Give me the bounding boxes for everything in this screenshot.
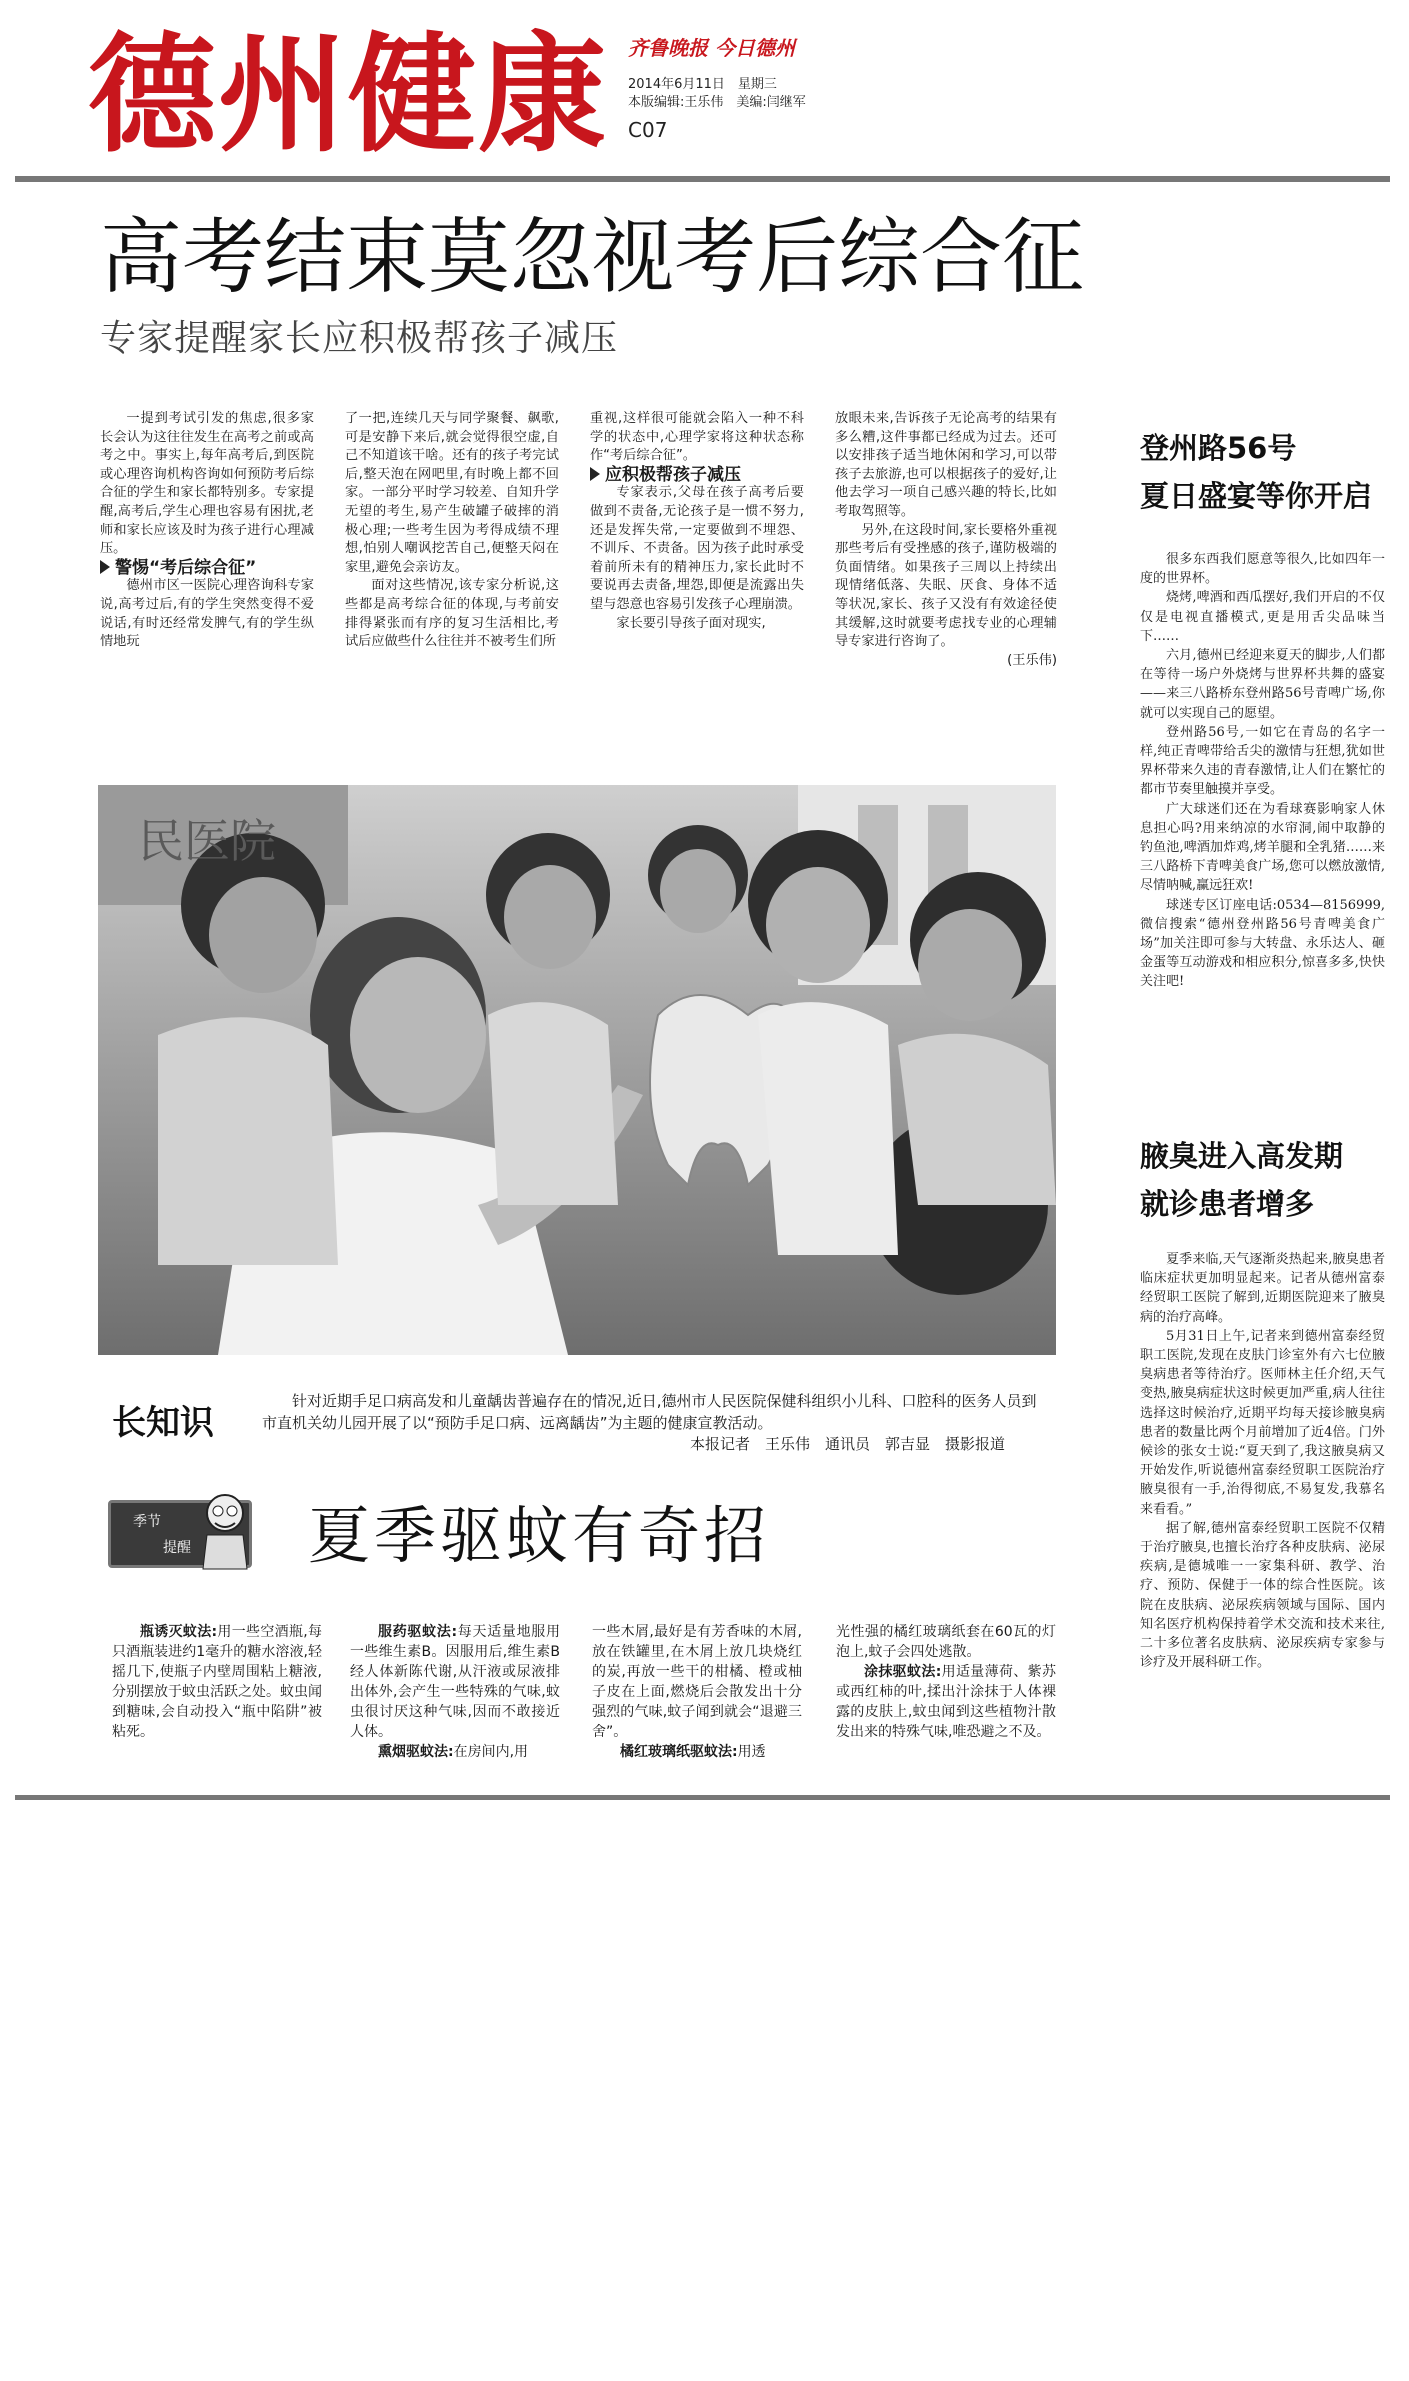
tip-label: 橘红玻璃纸驱蚊法:: [620, 1744, 738, 1760]
page-headline: 高考结束莫忽视考后综合征: [100, 210, 1085, 305]
story-title-line: 腋臭进入高发期: [1140, 1139, 1344, 1173]
sidebar-paragraph: 球迷专区订座电话:0534—8156999,微信搜索“德州登州路56号青啤美食广场”加关注即可参与大转盘、永乐达人、砸金蛋等互动游戏和相应积分,惊喜多多,快快关注吧!: [1140, 897, 1385, 990]
sidebar-story1-body: [1140, 550, 1385, 992]
tip-text: 在房间内,用: [453, 1744, 529, 1760]
article-paragraph: 了一把,连续几天与同学聚餐、飙歌,可是安静下来后,就会觉得很空虚,自己不知道该干啥。还有的孩子考完试后,整天泡在网吧里,有时晚上都不回家。一部分平时学习较差、自知升学无望的考生,易产生破罐子破摔的消极心理;一些考生因为考得成绩不理想,怕别人嘲讽挖苦自己,便整天闷在家里,避免会亲访友。: [345, 411, 559, 575]
sidebar-paragraph: 很多东西我们愿意等很久,比如四年一度的世界杯。: [1140, 552, 1385, 587]
article-paragraph: 放眼未来,告诉孩子无论高考的结果有多么糟,这件事都已经成为过去。还可以安排孩子适当地休闲和学习,可以带孩子去旅游,也可以根据孩子的爱好,让他去学习一项自己感兴趣的特长,比如考取驾照等。: [835, 411, 1057, 519]
article-column-4: [835, 410, 1057, 670]
sidebar-paragraph: 5月31日上午,记者来到德州富泰经贸职工医院,发现在皮肤门诊室外有六七位腋臭病患者等待治疗。医师林主任介绍,天气变热,腋臭病症状这时候更加严重,病人往往选择这时候治疗,近期平均每天接诊腋臭病患者的数量比两个月前增加了近4倍。门外候诊的张女士说:“夏天到了,我这腋臭病又开始发作,听说德州富泰经贸职工医院治疗腋臭很有一手,治得彻底,不易复发,我慕名来看看。”: [1140, 1328, 1385, 1517]
article-byline: (王乐伟): [1007, 652, 1057, 668]
header-rule: [15, 176, 1390, 182]
newspaper-brand: 齐鲁晚报 今日德州: [628, 36, 795, 60]
tip-text: 一些木屑,最好是有芳香味的木屑,放在铁罐里,在木屑上放几块烧红的炭,再放一些干的柑橘、橙或柚子皮在上面,燃烧后会散发出十分强烈的气味,蚊子闻到就会“退避三舍”。: [592, 1624, 802, 1740]
article-paragraph: 专家表示,父母在孩子高考后要做到不责备,无论孩子是一惯不努力,还是发挥失常,一定要做到不埋怨、不训斥、不责备。因为孩子此时承受着前所未有的精神压力,家长此时不要说再去责备,埋怨,即便是流露出失望与怨意也容易引发孩子心理崩溃。: [590, 485, 804, 612]
sidebar-paragraph: 据了解,德州富泰经贸职工医院不仅精于治疗腋臭,也擅长治疗各种皮肤病、泌尿疾病,是德城唯一一家集科研、教学、治疗、预防、保健于一体的综合性医院。该院在皮肤病、泌尿疾病领域与国际、国内知名医疗机构保持着学术交流和技术来往,二十多位著名皮肤病、泌尿疾病专家参与诊疗及开展科研工作。: [1140, 1520, 1385, 1671]
triangle-marker-icon: [100, 560, 110, 574]
page-subheadline: 专家提醒家长应积极帮孩子减压: [100, 318, 619, 359]
article-column-3: [590, 410, 804, 633]
tips-column-1: [112, 1622, 322, 1742]
photo-sign-text: 民医院: [138, 814, 276, 868]
tip-label: 瓶诱灭蚊法:: [140, 1624, 218, 1640]
tip-label: 服药驱蚊法:: [378, 1624, 458, 1640]
triangle-marker-icon: [590, 467, 600, 481]
tips-column-3: [592, 1622, 802, 1762]
article-paragraph: 德州市区一医院心理咨询科专家说,高考过后,有的学生突然变得不爱说话,有时还经常发脾气,有的学生纵情地玩: [100, 578, 314, 650]
article-paragraph: 重视,这样很可能就会陷入一种不科学的状态中,心理学家将这种状态称作“考后综合征”。: [590, 411, 804, 464]
issue-meta: [628, 76, 806, 112]
subheading-text: 警惕“考后综合征”: [115, 557, 257, 578]
article-column-2: [345, 410, 559, 652]
season-reminder-badge: [108, 1500, 252, 1568]
page-editors: 本版编辑:王乐伟 美编:闫继军: [628, 95, 806, 110]
sidebar-paragraph: 六月,德州已经迎来夏天的脚步,人们都在等待一场户外烧烤与世界杯共舞的盛宴——来三八路桥东登州路56号青啤广场,你就可以实现自己的愿望。: [1140, 648, 1385, 721]
article-subheading: [100, 559, 314, 578]
sidebar-story2-body: [1140, 1250, 1385, 1672]
issue-date: 2014年6月11日 星期三: [628, 77, 777, 92]
section-title: 夏季驱蚊有奇招: [308, 1499, 771, 1572]
cartoon-professor-icon: [195, 1491, 255, 1571]
article-paragraph: 另外,在这段时间,家长要格外重视那些考后有受挫感的孩子,谨防极端的负面情绪。如果孩子三周以上持续出现情绪低落、失眠、厌食、身体不适等状况,家长、孩子又没有有效途径使其缓解,这时就要考虑找专业的心理辅导专家进行咨询了。: [835, 522, 1057, 650]
tip-text: 光性强的橘红玻璃纸套在60瓦的灯泡上,蚊子会四处逃散。: [836, 1624, 1056, 1660]
tips-column-2: [350, 1622, 560, 1762]
badge-line: 提醒: [163, 1540, 191, 1556]
article-column-1: [100, 410, 314, 652]
article-paragraph: 一提到考试引发的焦虑,很多家长会认为这往往发生在高考之前或高考之中。事实上,每年高考后,到医院或心理咨询机构咨询如何预防考后综合征的学生和家长都特别多。专家提醒,高考后,学生心理也容易有困扰,老师和家长应该及时为孩子进行心理减压。: [100, 411, 314, 557]
article-subheading: [590, 466, 804, 485]
sidebar-paragraph: 广大球迷们还在为看球赛影响家人休息担心吗?用来纳凉的水帘洞,闹中取静的钓鱼池,啤酒加炸鸡,烤羊腿和全乳猪……来三八路桥下青啤美食广场,您可以燃放激情,尽情呐喊,赢远狂欢!: [1140, 801, 1385, 894]
tips-column-4: [836, 1622, 1056, 1742]
subheading-text: 应积极帮孩子减压: [605, 464, 741, 485]
badge-line: 季节: [133, 1514, 161, 1530]
tip-label: 涂抹驱蚊法:: [864, 1664, 942, 1680]
story-title-line: 就诊患者增多: [1140, 1187, 1315, 1221]
photo-credit: 本报记者 王乐伟 通讯员 郭吉显 摄影报道: [690, 1435, 1006, 1453]
story-title-line: 登州路56号: [1140, 431, 1297, 465]
sidebar-paragraph: 夏季来临,天气逐渐炎热起来,腋臭患者临床症状更加明显起来。记者从德州富泰经贸职工医院了解到,近期医院迎来了腋臭病的治疗高峰。: [1140, 1252, 1385, 1325]
sidebar-story2-title: [1140, 1132, 1343, 1228]
sidebar-story1-title: [1140, 424, 1372, 520]
article-paragraph: 家长要引导孩子面对现实,: [616, 615, 766, 631]
news-photo: [98, 785, 1056, 1355]
page-number: C07: [628, 118, 668, 142]
tip-text: 用一些空酒瓶,每只酒瓶装进约1毫升的糖水溶液,轻摇几下,使瓶子内壁周围粘上糖液,分别摆放于蚊虫活跃之处。蚊虫闻到糖味,会自动投入“瓶中陷阱”被粘死。: [112, 1624, 322, 1740]
photo-illustration: [98, 785, 1056, 1355]
footer-rule: [15, 1795, 1390, 1800]
tip-text: 用适量薄荷、紫苏或西红柿的叶,揉出汁涂抹于人体裸露的皮肤上,蚊虫闻到这些植物汁散发出来的特殊气味,唯恐避之不及。: [836, 1664, 1056, 1740]
photo-caption: 针对近期手足口病高发和儿童龋齿普遍存在的情况,近日,德州市人民医院保健科组织小儿科、口腔科的医务人员到市直机关幼儿园开展了以“预防手足口病、远离龋齿”为主题的健康宣教活动。: [262, 1392, 1037, 1432]
tip-text: 每天适量地服用一些维生素B。因服用后,维生素B经人体新陈代谢,从汗液或尿液排出体外,会产生一些特殊的气味,蚊虫很讨厌这种气味,因而不敢接近人体。: [350, 1624, 561, 1740]
sidebar-paragraph: 烧烤,啤酒和西瓜摆好,我们开启的不仅仅是电视直播模式,更是用舌尖品味当下……: [1140, 590, 1385, 644]
caption-heading: 长知识: [112, 1403, 214, 1443]
tip-text: 用透: [737, 1744, 766, 1760]
sidebar-paragraph: 登州路56号,一如它在青岛的名字一样,纯正青啤带给舌尖的激情与狂想,犹如世界杯带来久违的青春激情,让人们在繁忙的都市节奏里触摸并享受。: [1140, 724, 1385, 798]
story-title-line: 夏日盛宴等你开启: [1140, 479, 1373, 513]
masthead-title: 德州健康: [88, 20, 609, 170]
article-paragraph: 面对这些情况,该专家分析说,这些都是高考综合征的体现,与考前安排得紧张而有序的复习生活相比,考试后应做些什么往往并不被考生们所: [345, 578, 559, 650]
tip-label: 熏烟驱蚊法:: [378, 1744, 454, 1760]
